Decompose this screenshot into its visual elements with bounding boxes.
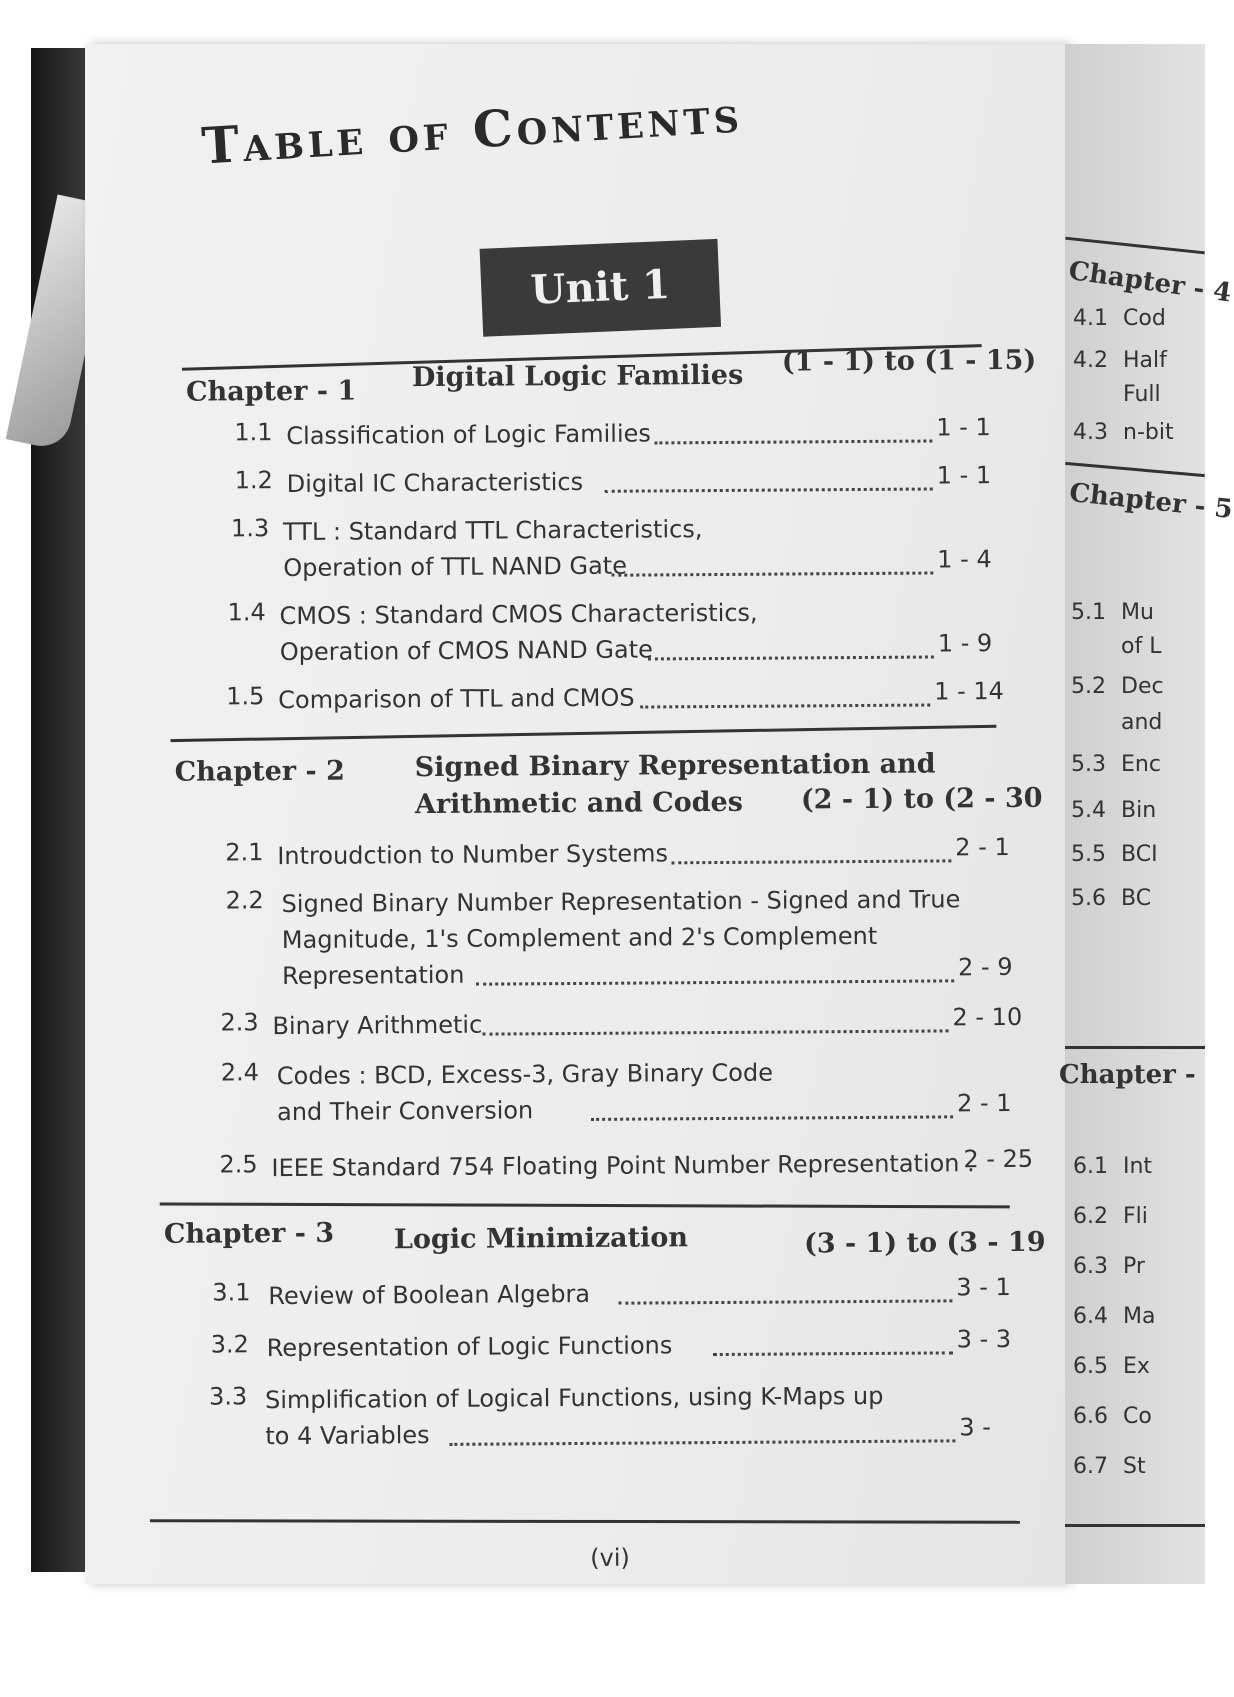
entry-number: 2.2 bbox=[225, 886, 264, 915]
entry-number: 2.5 bbox=[219, 1150, 258, 1179]
leader-dots bbox=[483, 1029, 949, 1035]
adjacent-entry: 5.2 Dec bbox=[1071, 674, 1164, 699]
entry-title: Comparison of TTL and CMOS bbox=[278, 683, 635, 715]
entry-page: 1 - 4 bbox=[937, 545, 992, 574]
chapter-1-range: (1 - 1) to (1 - 15) bbox=[781, 344, 1037, 378]
chapter-title-line: Digital Logic Families bbox=[411, 359, 744, 394]
entry-title-line: Operation of CMOS NAND Gate bbox=[279, 635, 653, 667]
leader-dots bbox=[476, 979, 954, 985]
entry-page: 2 - 10 bbox=[952, 1002, 1023, 1032]
adjacent-entry: 5.3 Enc bbox=[1071, 752, 1161, 777]
leader-dots bbox=[449, 1439, 955, 1446]
adjacent-chapter-6: Chapter - bbox=[1059, 1060, 1196, 1090]
entry-page: 3 - 1 bbox=[956, 1272, 1011, 1302]
toc-page bbox=[85, 44, 1065, 1584]
entry-page: 2 - 1 bbox=[956, 1088, 1012, 1118]
chapter-2-range: (2 - 1) to (2 - 30 bbox=[800, 782, 1043, 816]
entry-page: 2 - 25 bbox=[963, 1144, 1034, 1174]
unit-banner: Unit 1 bbox=[480, 239, 721, 337]
adjacent-entry: 4.1 Cod bbox=[1073, 306, 1166, 331]
entry-title: Review of Boolean Algebra bbox=[268, 1279, 591, 1311]
entry-number: 3.3 bbox=[208, 1382, 248, 1411]
entry-number: 3.2 bbox=[210, 1330, 249, 1359]
bottom-rule bbox=[1065, 1524, 1205, 1527]
leader-dots bbox=[611, 571, 933, 576]
leader-dots bbox=[591, 1115, 953, 1121]
chapter-3-title bbox=[394, 1219, 688, 1258]
toc-entry[interactable] bbox=[235, 461, 995, 502]
adjacent-entry: 6.6 Co bbox=[1073, 1404, 1152, 1429]
toc-entry[interactable] bbox=[220, 1053, 1012, 1130]
adjacent-entry: 5.6 BC bbox=[1071, 886, 1152, 911]
toc-entry[interactable] bbox=[226, 677, 1004, 718]
entry-title-line: Operation of TTL NAND Gate bbox=[283, 551, 628, 583]
toc-entry[interactable] bbox=[212, 1273, 1012, 1315]
chapter-3-label: Chapter - 3 bbox=[163, 1217, 335, 1250]
adjacent-entry: 5.1 Mu bbox=[1071, 600, 1154, 625]
leader-dots bbox=[654, 439, 932, 444]
chapter-1-label: Chapter - 1 bbox=[185, 375, 357, 408]
adjacent-entry: Full bbox=[1123, 382, 1161, 407]
entry-page: 3 - 3 bbox=[956, 1324, 1012, 1354]
entry-page: 3 - bbox=[959, 1413, 991, 1442]
adjacent-entry: of L bbox=[1121, 634, 1162, 659]
toc-entry[interactable] bbox=[209, 1377, 1013, 1455]
adjacent-entry: 6.4 Ma bbox=[1073, 1304, 1156, 1329]
adjacent-chapter-4: Chapter - 4 bbox=[1066, 256, 1234, 309]
chapter-title-line: Logic Minimization bbox=[393, 1222, 689, 1256]
toc-entry[interactable] bbox=[234, 413, 994, 454]
adjacent-entry: 6.7 St bbox=[1073, 1454, 1146, 1479]
toc-entry[interactable] bbox=[211, 1325, 1013, 1367]
entry-title: Classification of Logic Families bbox=[286, 419, 651, 451]
toc-entry[interactable] bbox=[231, 509, 995, 586]
adjacent-entry: 5.4 Bin bbox=[1071, 798, 1157, 823]
adjacent-entry: 5.5 BCI bbox=[1071, 842, 1158, 867]
chapter-divider bbox=[1065, 1046, 1205, 1049]
entry-number: 1.5 bbox=[226, 682, 265, 711]
entry-title: Introudction to Number Systems bbox=[277, 839, 669, 871]
page-title: Table of Contents bbox=[200, 84, 745, 176]
toc-entry[interactable] bbox=[220, 1002, 1023, 1044]
entry-number: 1.1 bbox=[234, 418, 273, 447]
toc-entry[interactable] bbox=[227, 593, 995, 670]
toc-entry[interactable] bbox=[225, 832, 1010, 874]
entry-number: 1.3 bbox=[230, 514, 270, 543]
chapter-3-range: (3 - 1) to (3 - 19 bbox=[803, 1226, 1046, 1260]
entry-number: 2.3 bbox=[220, 1008, 259, 1037]
entry-page: 2 - 9 bbox=[957, 952, 1013, 982]
entry-title-line: and Their Conversion bbox=[276, 1096, 534, 1127]
chapter-1-title bbox=[412, 357, 744, 396]
entry-title: Digital IC Characteristics bbox=[286, 467, 584, 499]
entry-title-line: Magnitude, 1's Complement and 2's Complement bbox=[281, 921, 878, 955]
page-number: (vi) bbox=[590, 1543, 630, 1572]
leader-dots bbox=[648, 655, 934, 660]
entry-page: 1 - 9 bbox=[937, 629, 993, 658]
chapter-divider bbox=[1065, 462, 1205, 477]
adjacent-entry: 6.2 Fli bbox=[1073, 1204, 1148, 1229]
entry-title: IEEE Standard 754 Floating Point Number Representation . bbox=[271, 1149, 975, 1183]
entry-title-line: TTL : Standard TTL Characteristics, bbox=[282, 515, 703, 547]
entry-title-line: to 4 Variables bbox=[265, 1421, 430, 1451]
entry-title-line: Simplification of Logical Functions, using K-Maps up bbox=[264, 1381, 884, 1415]
toc-entry[interactable] bbox=[219, 1144, 1034, 1186]
entry-number: 3.1 bbox=[212, 1278, 251, 1307]
entry-page: 1 - 1 bbox=[936, 413, 991, 442]
chapter-title-line: Arithmetic and Codes bbox=[414, 786, 744, 821]
adjacent-entry: 6.3 Pr bbox=[1073, 1254, 1145, 1279]
adjacent-entry: 6.5 Ex bbox=[1073, 1354, 1150, 1379]
adjacent-entry: 4.3 n-bit bbox=[1073, 420, 1174, 445]
entry-title: Binary Arithmetic bbox=[272, 1010, 483, 1041]
adjacent-entry: 6.1 Int bbox=[1073, 1154, 1153, 1179]
entry-title-line: Codes : BCD, Excess-3, Gray Binary Code bbox=[276, 1058, 774, 1091]
entry-number: 1.4 bbox=[227, 598, 266, 627]
adjacent-chapter-5: Chapter - 5 bbox=[1067, 478, 1234, 525]
chapter-divider bbox=[160, 1202, 1010, 1208]
bottom-rule bbox=[150, 1519, 1020, 1524]
chapter-title-line: Signed Binary Representation and bbox=[414, 748, 936, 784]
leader-dots bbox=[618, 1299, 952, 1304]
adjacent-entry: 4.2 Half bbox=[1073, 348, 1167, 373]
leader-dots bbox=[671, 859, 951, 864]
entry-title: Representation of Logic Functions bbox=[266, 1331, 673, 1363]
entry-page: 2 - 1 bbox=[955, 832, 1010, 862]
leader-dots bbox=[605, 487, 933, 492]
leader-dots bbox=[640, 704, 930, 709]
leader-dots bbox=[713, 1351, 953, 1356]
entry-number: 2.4 bbox=[220, 1058, 260, 1087]
adjacent-entry: and bbox=[1121, 710, 1163, 735]
chapter-2-label: Chapter - 2 bbox=[174, 755, 345, 788]
entry-page: 1 - 1 bbox=[936, 461, 992, 490]
toc-entry[interactable] bbox=[225, 881, 1013, 994]
chapter-divider bbox=[1065, 237, 1205, 255]
entry-title-line: CMOS : Standard CMOS Characteristics, bbox=[279, 598, 758, 631]
entry-page: 1 - 14 bbox=[934, 677, 1004, 706]
chapter-divider bbox=[170, 725, 996, 742]
entry-title-line: Signed Binary Number Representation - Signed and True bbox=[281, 885, 961, 919]
entry-number: 2.1 bbox=[225, 838, 264, 867]
entry-number: 1.2 bbox=[234, 466, 273, 495]
adjacent-page bbox=[1059, 44, 1234, 1584]
document-photo bbox=[31, 48, 1234, 1572]
entry-title-line: Representation bbox=[282, 960, 465, 991]
